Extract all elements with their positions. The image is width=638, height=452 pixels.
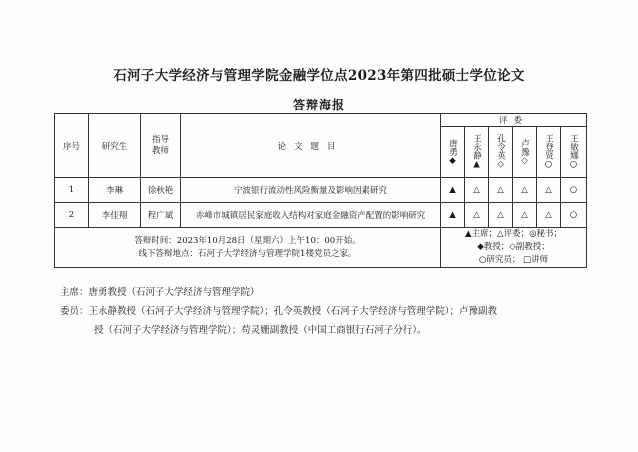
defense-time: 答辩时间：2023年10月28日（星期六）上午10：00开始。 bbox=[134, 235, 361, 246]
defense-place: 线下答辩地点：石河子大学经济与管理学院1楼党员之家。 bbox=[138, 248, 357, 259]
row-advisor: 程广斌 bbox=[141, 203, 181, 228]
judge-name: 孔令英◇ bbox=[489, 127, 513, 178]
row-mark: ▲ bbox=[441, 178, 465, 203]
row-advisor: 徐秋艳 bbox=[141, 178, 181, 203]
legend-line: ○研究员； □讲师 bbox=[478, 255, 549, 265]
table-row bbox=[55, 178, 587, 203]
row-index: 2 bbox=[55, 203, 89, 228]
row-mark: △ bbox=[513, 178, 537, 203]
defense-table bbox=[54, 113, 587, 268]
row-mark: ○ bbox=[561, 203, 587, 228]
header-advisor: 指导教师 bbox=[141, 114, 181, 178]
document-title: 石河子大学经济与管理学院金融学位点2023年第四批硕士学位论文 bbox=[113, 68, 525, 84]
row-thesis: 宁波银行流动性风险衡量及影响因素研究 bbox=[181, 178, 441, 203]
row-student: 李琳 bbox=[89, 178, 141, 203]
document-subtitle: 答辩海报 bbox=[292, 98, 345, 112]
row-student: 李佳翔 bbox=[89, 203, 141, 228]
info-row bbox=[55, 228, 587, 268]
row-mark: △ bbox=[537, 203, 561, 228]
row-mark: △ bbox=[489, 203, 513, 228]
row-mark: △ bbox=[465, 203, 489, 228]
row-mark: △ bbox=[465, 178, 489, 203]
members-line-cont: 授（石河子大学经济与管理学院）；苟灵姗副教授（中国工商银行石河子分行）。 bbox=[94, 325, 427, 336]
row-mark: △ bbox=[513, 203, 537, 228]
legend-line: ◆教授；◇副教授； bbox=[477, 242, 550, 252]
row-mark: △ bbox=[489, 178, 513, 203]
row-mark: ▲ bbox=[441, 203, 465, 228]
members-line: 委员：王永静教授（石河子大学经济与管理学院）；孔令英教授（石河子大学经济与管理学院）；卢豫副教 bbox=[60, 306, 498, 317]
header-thesis: 论文题目 bbox=[181, 114, 441, 178]
judge-name: 唐勇◆ bbox=[441, 127, 465, 178]
row-mark: △ bbox=[537, 178, 561, 203]
header-committee: 评委 bbox=[441, 114, 587, 127]
committee-footer bbox=[60, 283, 600, 340]
judge-name: 王登贤○ bbox=[537, 127, 561, 178]
judge-name: 王永静▲ bbox=[465, 127, 489, 178]
defense-info bbox=[55, 228, 441, 268]
table-row bbox=[55, 203, 587, 228]
row-mark: ○ bbox=[561, 178, 587, 203]
legend-line: ▲主席；△评委；◎秘书； bbox=[465, 229, 562, 239]
judge-name: 王敏娜○ bbox=[561, 127, 587, 178]
row-thesis: 赤峰市城镇居民家庭收入结构对家庭金融资产配置的影响研究 bbox=[181, 203, 441, 228]
header-index: 序号 bbox=[55, 114, 89, 178]
judge-name: 卢豫◇ bbox=[513, 127, 537, 178]
legend bbox=[441, 228, 587, 268]
header-student: 研究生 bbox=[89, 114, 141, 178]
chair-line: 主席：唐勇教授（石河子大学经济与管理学院） bbox=[60, 287, 260, 298]
header-row bbox=[55, 114, 587, 127]
row-index: 1 bbox=[55, 178, 89, 203]
